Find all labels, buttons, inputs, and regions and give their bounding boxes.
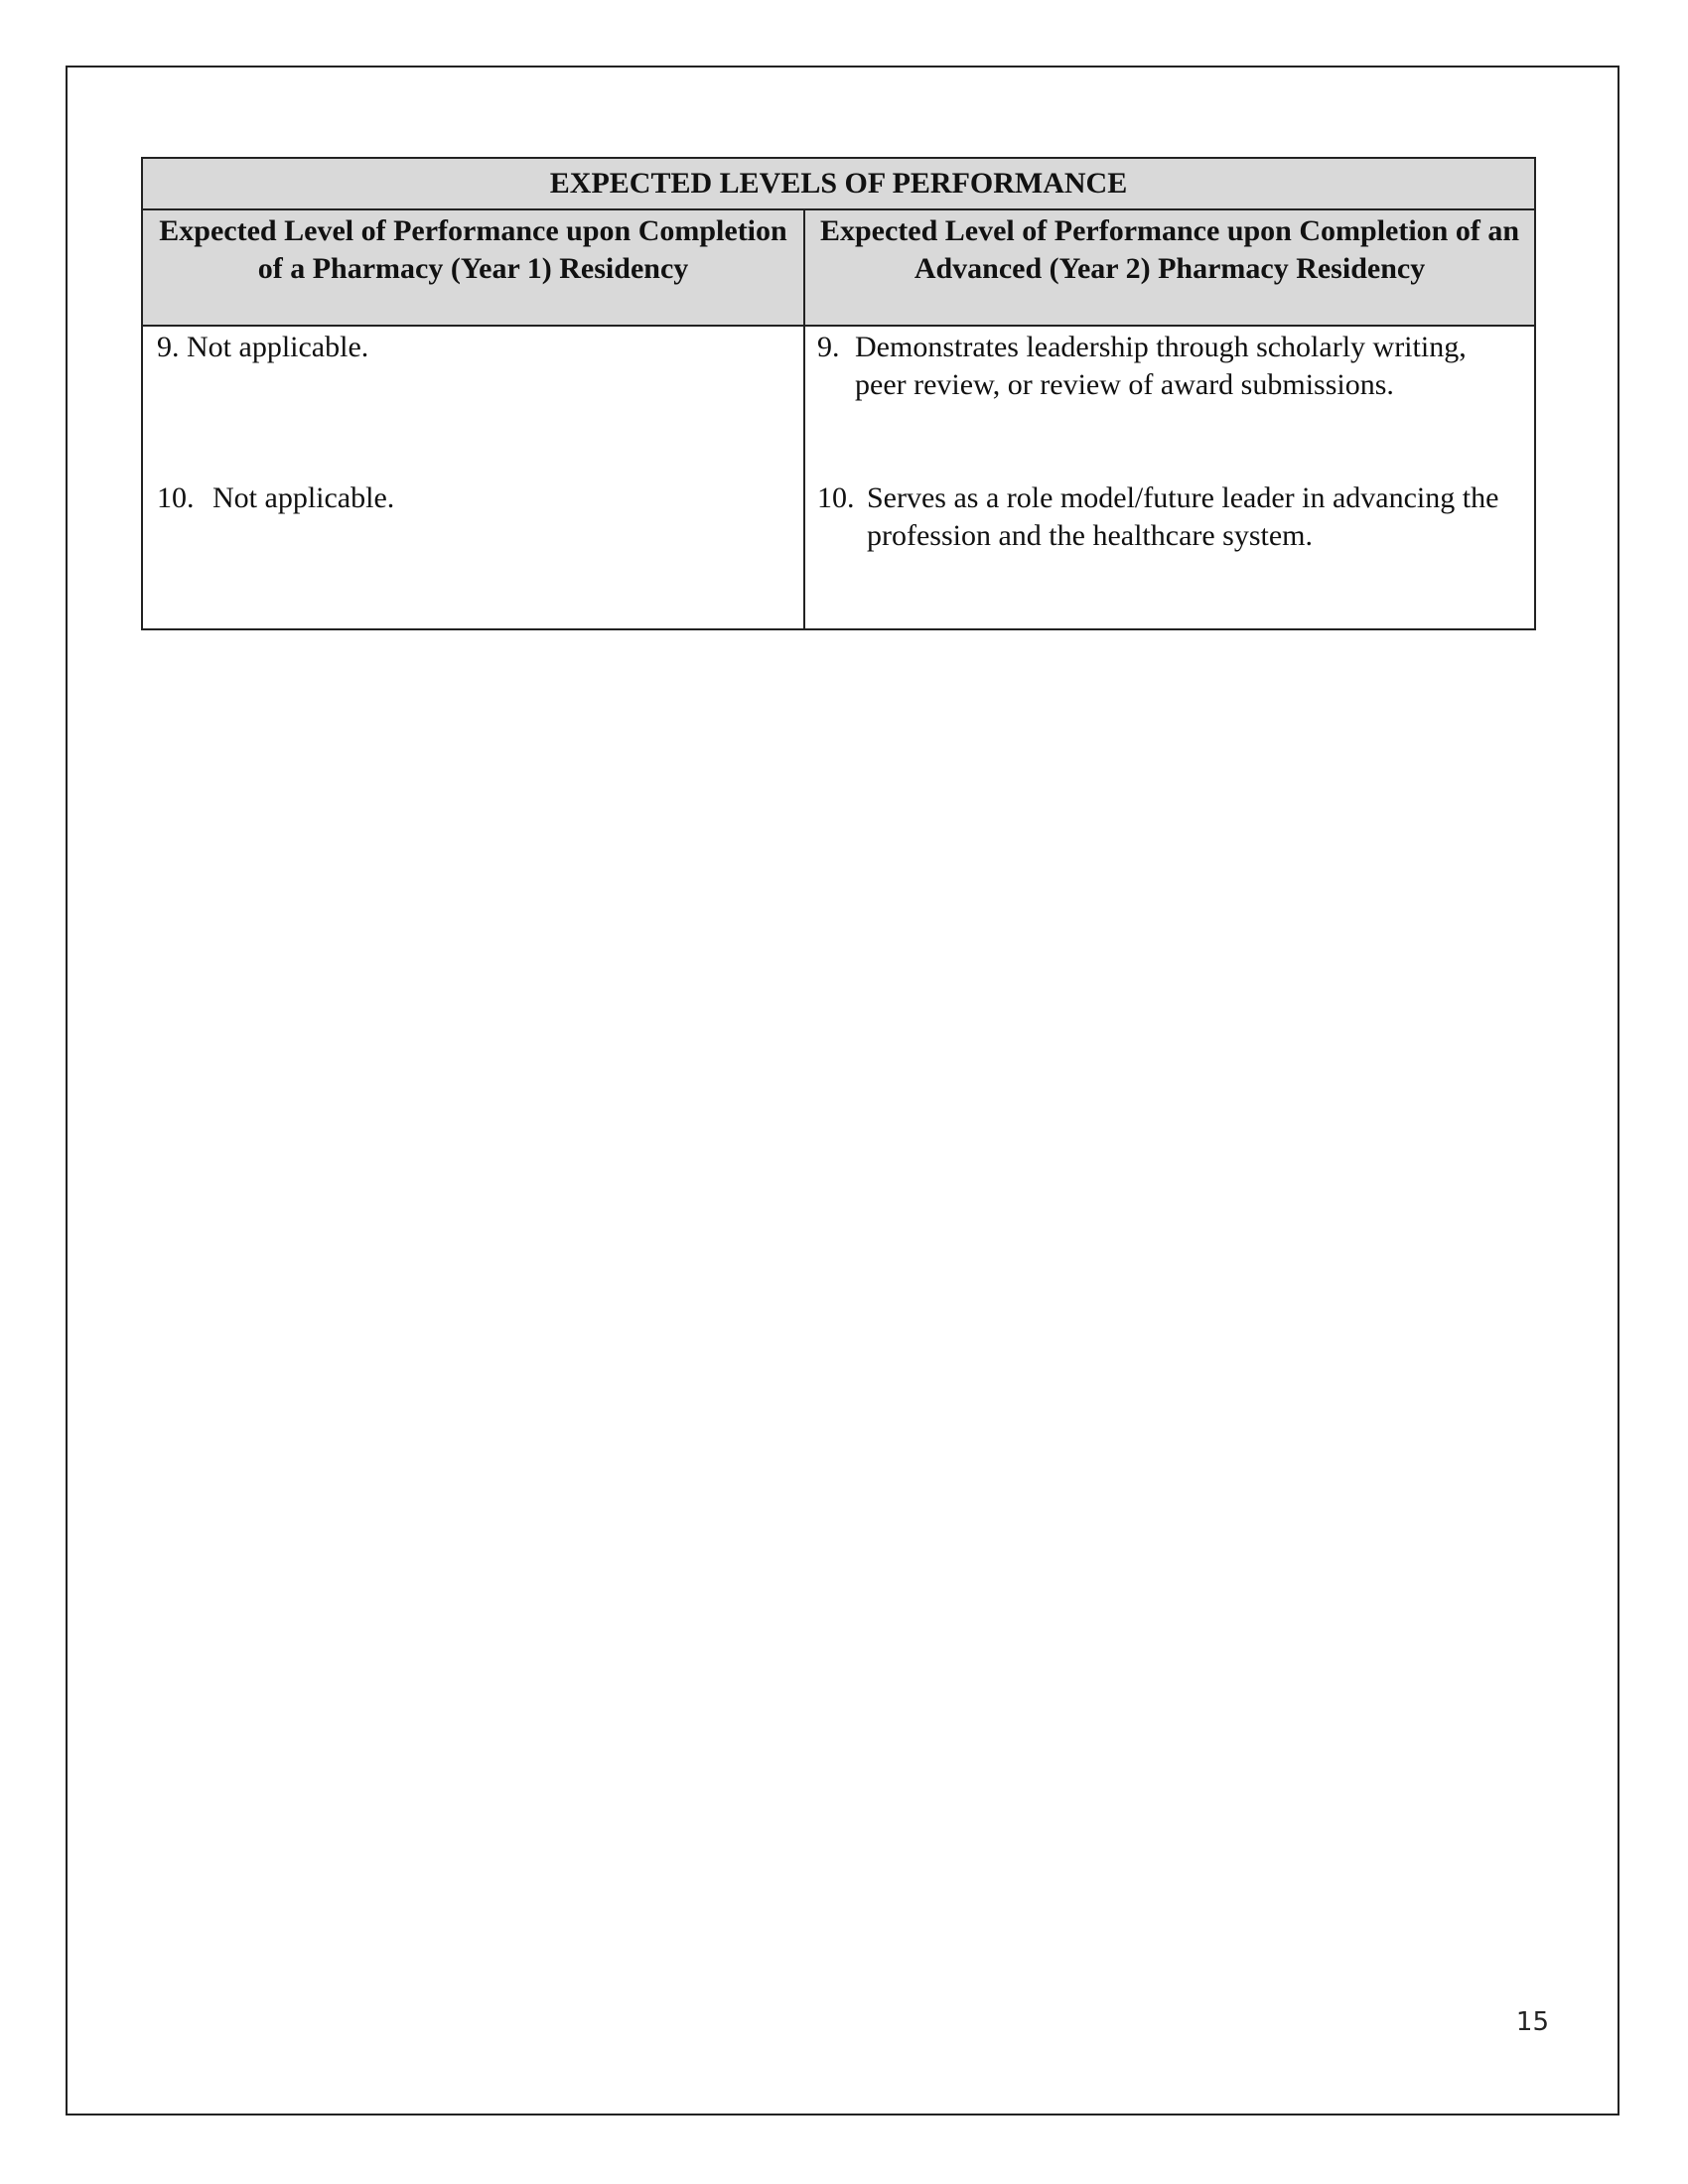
page-number: 15 <box>1515 2007 1549 2037</box>
list-item <box>817 479 1520 555</box>
item-text: Demonstrates leadership through scholarly writing, peer review, or review of award submissions. <box>855 331 1467 401</box>
performance-table <box>141 157 1536 630</box>
column-header-year2: Expected Level of Performance upon Completion of an Advanced (Year 2) Pharmacy Residency <box>804 209 1535 326</box>
year2-cell <box>804 326 1535 629</box>
table-title: EXPECTED LEVELS OF PERFORMANCE <box>142 158 1535 209</box>
item-text: Serves as a role model/future leader in advancing the profession and the healthcare system. <box>867 481 1499 552</box>
list-item <box>157 479 803 517</box>
list-item <box>817 329 1520 479</box>
year1-cell <box>142 326 804 629</box>
column-header-year1: Expected Level of Performance upon Completion of a Pharmacy (Year 1) Residency <box>142 209 804 326</box>
list-item <box>157 329 803 479</box>
item-number: 9. <box>817 331 840 363</box>
item-text: Not applicable. <box>187 331 369 363</box>
item-number: 10. <box>157 481 195 514</box>
item-number: 9. <box>157 331 180 363</box>
item-text: Not applicable. <box>212 481 395 514</box>
item-number: 10. <box>817 481 855 514</box>
